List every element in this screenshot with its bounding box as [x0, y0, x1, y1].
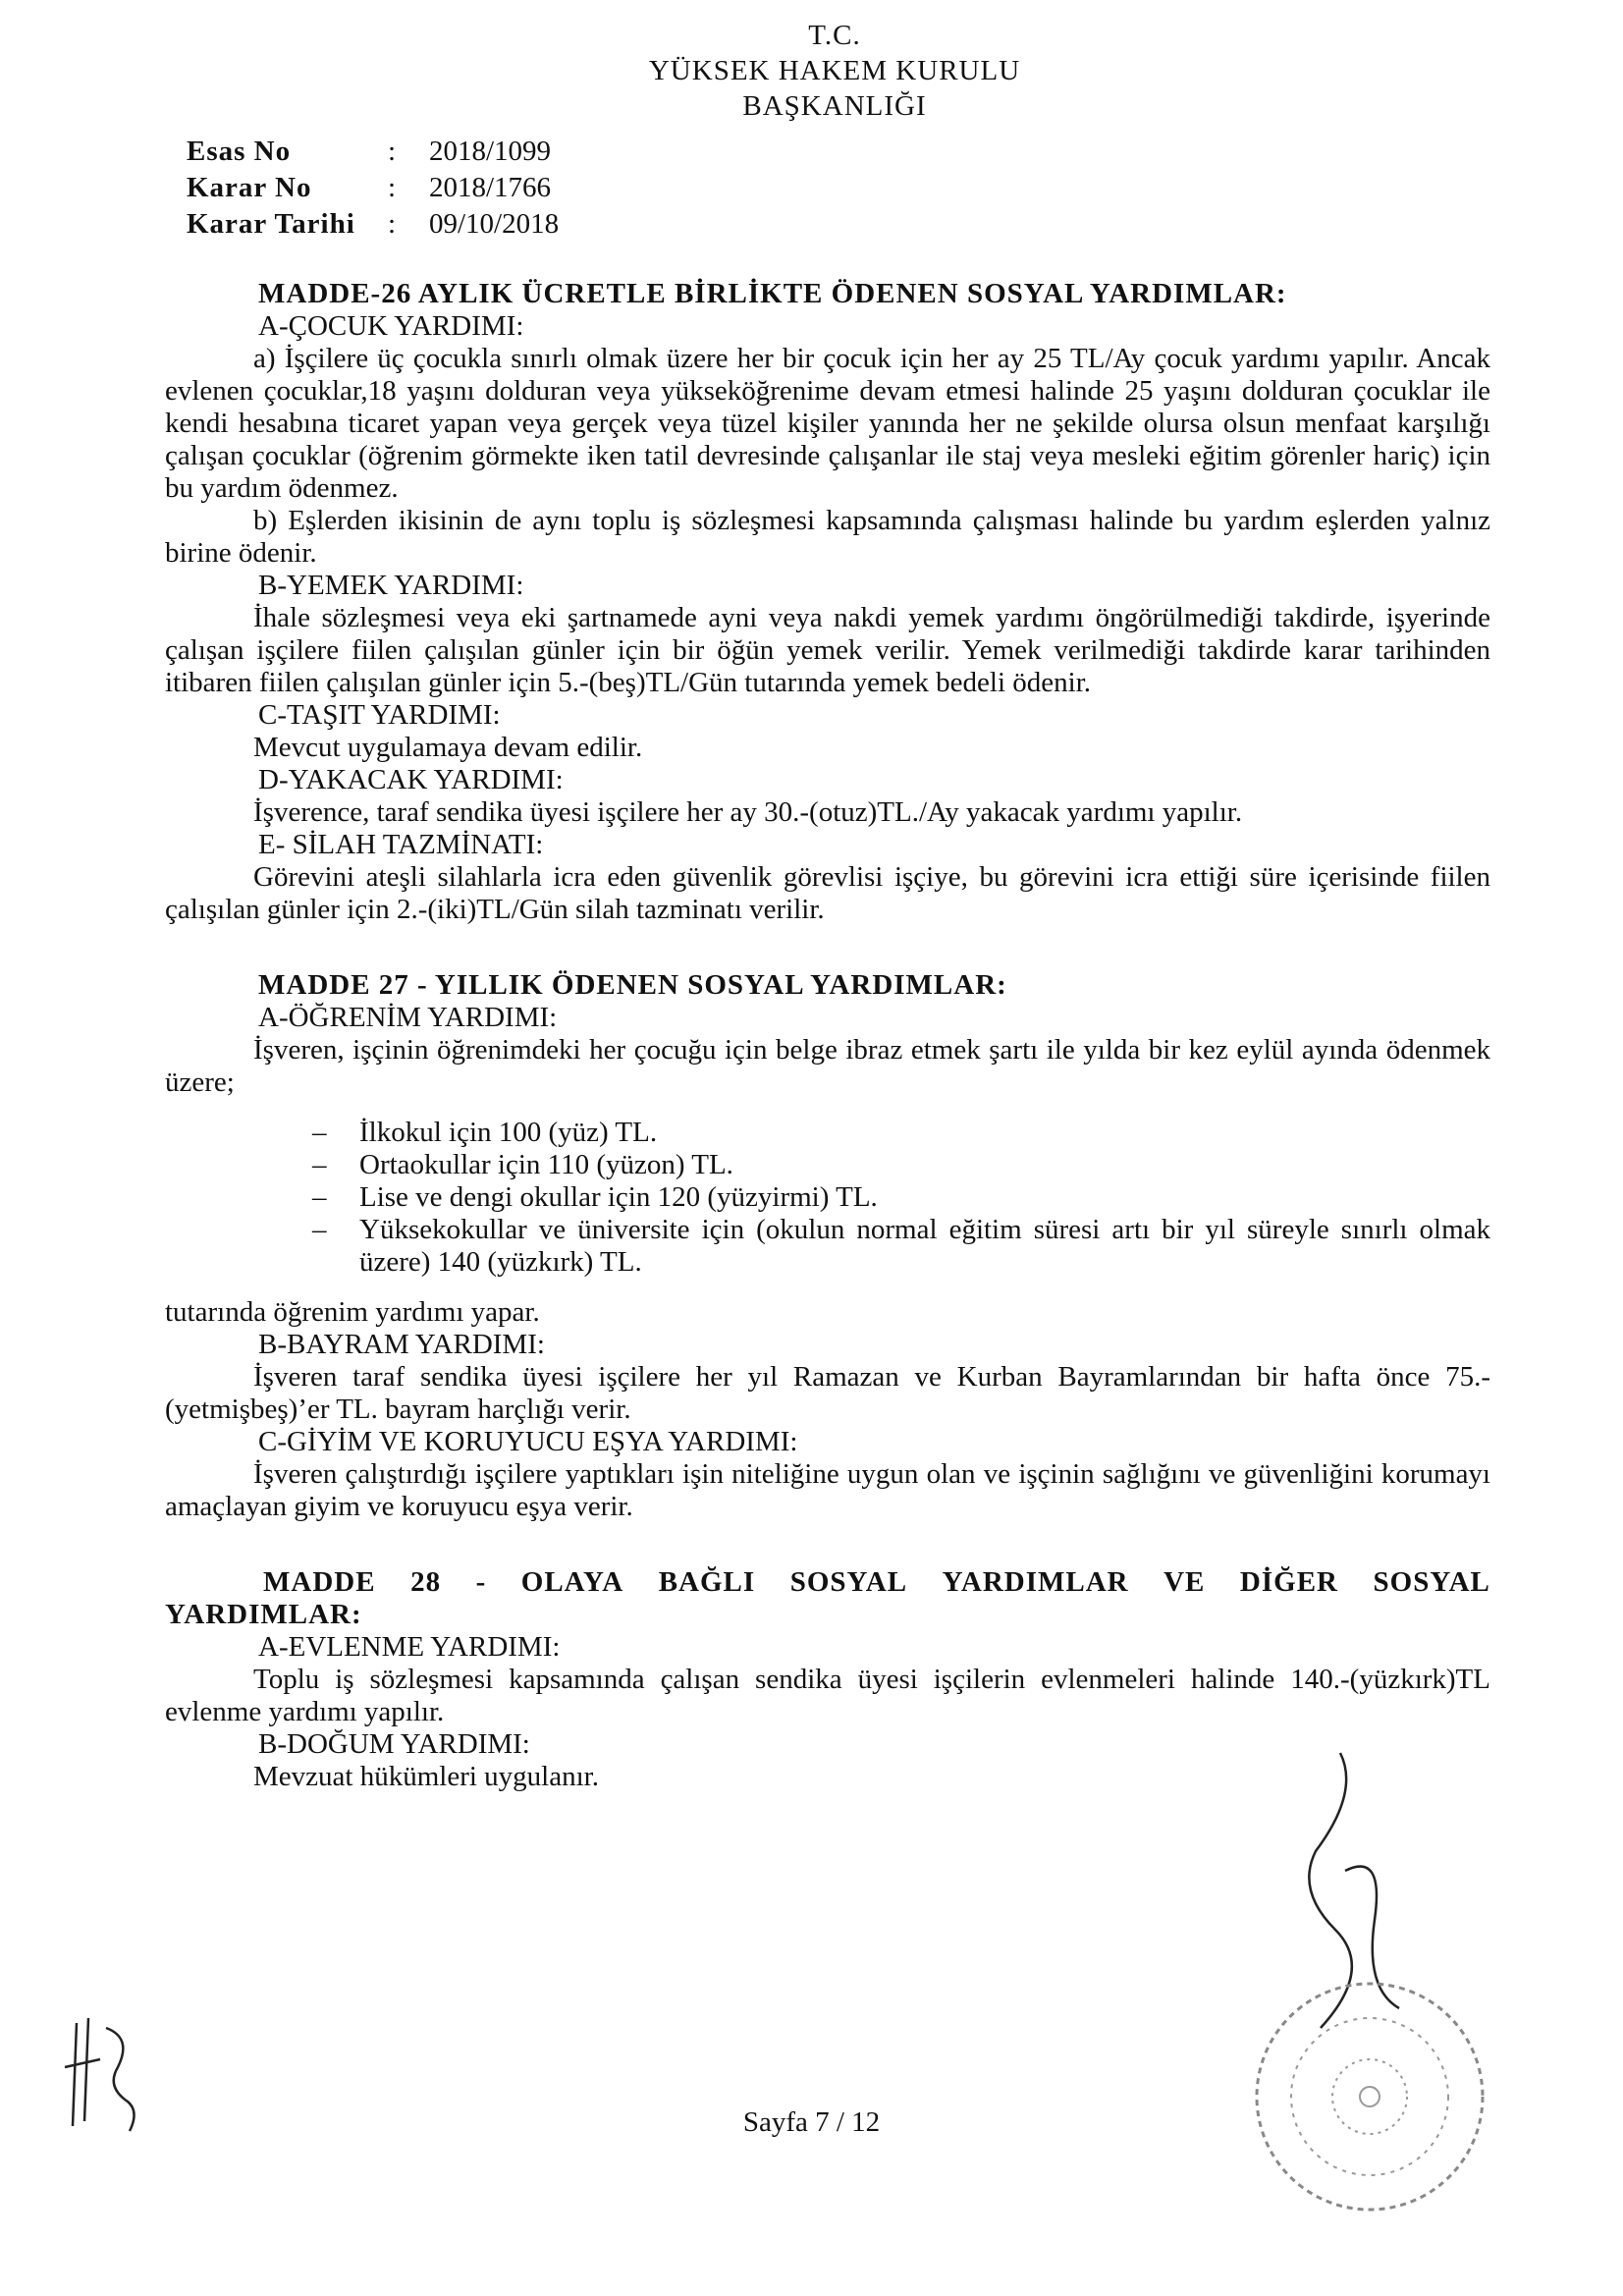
list-item-text: Ortaokullar için 110 (yüzon) TL.	[359, 1149, 733, 1180]
tuition-list	[312, 1117, 1490, 1279]
header-office: BAŞKANLIĞI	[742, 90, 927, 122]
meta-sep: :	[388, 208, 397, 240]
case-metadata	[187, 134, 559, 243]
meta-label: Karar Tarihi	[187, 208, 355, 240]
section-heading: A-EVLENME YARDIMI:	[258, 1631, 561, 1663]
meta-label: Karar No	[187, 172, 312, 203]
dash-bullet-icon: –	[312, 1117, 327, 1148]
title-word: SOSYAL	[1373, 1566, 1490, 1598]
dash-bullet-icon: –	[312, 1214, 327, 1245]
paragraph: Mevzuat hükümleri uygulanır.	[253, 1761, 599, 1792]
list-item-text: Lise ve dengi okullar için 120 (yüzyirmi) TL.	[359, 1181, 878, 1213]
meta-value: 2018/1099	[429, 136, 552, 167]
meta-row-tarih	[187, 206, 559, 243]
list-item	[312, 1181, 1490, 1214]
section-heading: B-YEMEK YARDIMI:	[258, 570, 524, 601]
paragraph: Görevini ateşli silahlarla icra eden güvenlik görevlisi işçiye, bu görevini icra ettiği süre içerisinde fiilen çalışılan günler için 2.-(iki)TL/Gün silah tazminatı verilir.	[165, 861, 1490, 925]
paragraph: tutarında öğrenim yardımı yapar.	[165, 1296, 540, 1328]
list-item-text: İlkokul için 100 (yüz) TL.	[359, 1117, 658, 1148]
meta-value: 09/10/2018	[429, 208, 560, 240]
paragraph: b) Eşlerden ikisinin de aynı toplu iş sözleşmesi kapsamında çalışması halinde bu yardım eşlerden yalnız birine ödenir.	[165, 505, 1490, 569]
header-tc: T.C.	[808, 20, 861, 51]
article-28-title	[165, 1566, 1490, 1599]
section-heading: B-DOĞUM YARDIMI:	[258, 1728, 530, 1760]
title-word: OLAYA	[520, 1566, 624, 1598]
title-word: YARDIMLAR	[942, 1566, 1129, 1598]
article-26-title: MADDE-26 AYLIK ÜCRETLE BİRLİKTE ÖDENEN SOSYAL YARDIMLAR:	[258, 278, 1287, 309]
paragraph: İşveren, işçinin öğrenimdeki her çocuğu için belge ibraz etmek şartı ile yılda bir kez eylül ayında ödenmek üzere;	[165, 1034, 1490, 1098]
meta-row-esas	[187, 134, 559, 170]
list-item-text: Yüksekokullar ve üniversite için (okulun normal eğitim süresi artı bir yıl süreyle sınırlı olmak üzere) 140 (yüzkırk) TL.	[359, 1214, 1490, 1278]
title-word: VE	[1163, 1566, 1206, 1598]
section-heading: C-GİYİM VE KORUYUCU EŞYA YARDIMI:	[258, 1426, 798, 1457]
paragraph: İşverence, taraf sendika üyesi işçilere her ay 30.-(otuz)TL./Ay yakacak yardımı yapılır.	[253, 796, 1243, 828]
article-28-title-cont: YARDIMLAR:	[165, 1599, 362, 1630]
section-heading: B-BAYRAM YARDIMI:	[258, 1329, 545, 1360]
paragraph: İşveren taraf sendika üyesi işçilere her yıl Ramazan ve Kurban Bayramlarından bir hafta önce 75.-(yetmişbeş)’er TL. bayram harçlığı verir.	[165, 1361, 1490, 1425]
official-seal-icon	[1247, 1974, 1492, 2219]
section-heading: D-YAKACAK YARDIMI:	[258, 764, 564, 795]
dash-bullet-icon: –	[312, 1181, 327, 1213]
section-heading: A-ÇOCUK YARDIMI:	[258, 310, 524, 342]
article-27-title: MADDE 27 - YILLIK ÖDENEN SOSYAL YARDIMLAR:	[258, 969, 1007, 1001]
section-heading: A-ÖĞRENİM YARDIMI:	[258, 1002, 558, 1033]
title-word: BAĞLI	[658, 1566, 756, 1598]
spacer	[165, 926, 1490, 969]
spacer	[165, 1523, 1490, 1566]
header-institution: YÜKSEK HAKEM KURULU	[648, 55, 1021, 86]
paragraph: İhale sözleşmesi veya eki şartnamede ayni veya nakdi yemek yardımı öngörülmediği takdirde, işyerinde çalışan işçilere fiilen çalışılan günler için bir öğün yemek verilir. Yemek verilmediği takdirde karar tarihinden itibaren fiilen çalışılan günler için 5.-(beş)TL/Gün tutarında yemek bedeli ödenir.	[165, 602, 1490, 698]
title-word: 28	[410, 1566, 442, 1598]
title-word: DİĞER	[1239, 1566, 1338, 1598]
meta-label: Esas No	[187, 136, 292, 167]
paragraph: a) İşçilere üç çocukla sınırlı olmak üzere her bir çocuk için her ay 25 TL/Ay çocuk yardımı yapılır. Ancak evlenen çocuklar,18 yaşını dolduran veya yükseköğrenime devam etmesi halinde 25 yaşını dolduran çocuklar ile kendi hesabına ticaret yapan veya gerçek veya tüzel kişiler yanında her ne şekilde olursa olsun menfaat karşılığı çalışan çocuklar (öğrenim görmekte iken tatil devresinde çalışanlar ile staj veya mesleki eğitim görenler hariç) için bu yardım ödenmez.	[165, 343, 1490, 504]
title-word: SOSYAL	[789, 1566, 908, 1598]
section-heading: C-TAŞIT YARDIMI:	[258, 699, 501, 731]
list-item	[312, 1117, 1490, 1149]
paragraph: İşveren çalıştırdığı işçilere yaptıkları işin niteliğine uygun olan ve işçinin sağlığını ve güvenliğini korumayı amaçlayan giyim ve koruyucu eşya verir.	[165, 1458, 1490, 1522]
paragraph: Toplu iş sözleşmesi kapsamında çalışan sendika üyesi işçilerin evlenmeleri halinde 140.-(yüzkırk)TL evlenme yardımı yapılır.	[165, 1664, 1490, 1727]
section-heading: E- SİLAH TAZMİNATI:	[258, 829, 544, 860]
document-body	[165, 278, 1490, 1793]
paragraph: Mevcut uygulamaya devam edilir.	[253, 732, 643, 763]
meta-sep: :	[388, 136, 397, 167]
title-word: -	[475, 1566, 487, 1598]
page-number: Sayfa 7 / 12	[742, 2106, 881, 2138]
list-item	[312, 1149, 1490, 1181]
meta-sep: :	[388, 172, 397, 203]
initials-signature-icon	[59, 2008, 147, 2146]
title-word: MADDE	[263, 1566, 376, 1598]
list-item	[312, 1214, 1490, 1279]
meta-row-karar	[187, 170, 559, 206]
meta-value: 2018/1766	[429, 172, 552, 203]
dash-bullet-icon: –	[312, 1149, 327, 1180]
